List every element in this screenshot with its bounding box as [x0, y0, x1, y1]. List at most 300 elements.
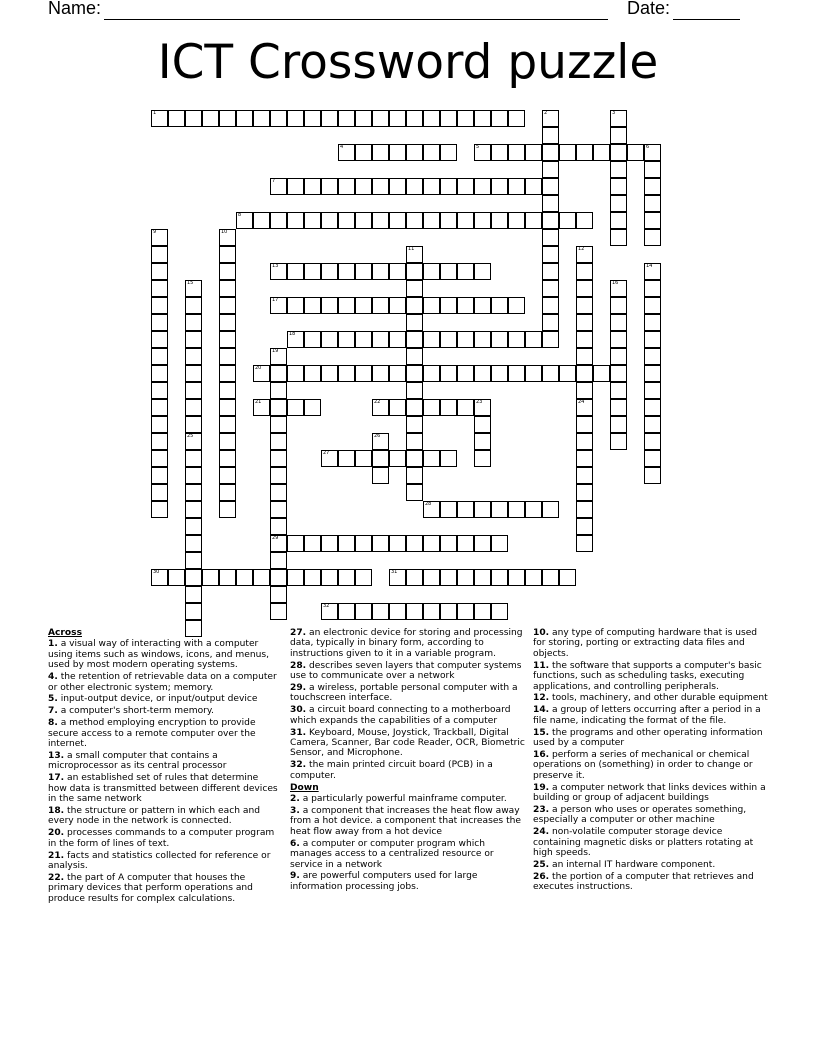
- grid-cell[interactable]: [576, 450, 593, 467]
- grid-cell[interactable]: [185, 501, 202, 518]
- grid-cell[interactable]: [219, 297, 236, 314]
- grid-cell[interactable]: [270, 178, 287, 195]
- grid-cell[interactable]: [321, 110, 338, 127]
- grid-cell[interactable]: [423, 365, 440, 382]
- grid-cell[interactable]: [610, 144, 627, 161]
- grid-cell[interactable]: [508, 569, 525, 586]
- grid-cell[interactable]: [185, 416, 202, 433]
- grid-cell[interactable]: [406, 467, 423, 484]
- grid-cell[interactable]: [542, 212, 559, 229]
- grid-cell[interactable]: [576, 348, 593, 365]
- grid-cell[interactable]: [270, 110, 287, 127]
- grid-cell[interactable]: [219, 331, 236, 348]
- grid-cell[interactable]: [576, 501, 593, 518]
- grid-cell[interactable]: [151, 246, 168, 263]
- grid-cell[interactable]: [372, 450, 389, 467]
- grid-cell[interactable]: [151, 382, 168, 399]
- grid-cell[interactable]: [423, 450, 440, 467]
- grid-cell[interactable]: [304, 535, 321, 552]
- grid-cell[interactable]: [406, 314, 423, 331]
- grid-cell[interactable]: [491, 212, 508, 229]
- grid-cell[interactable]: [644, 467, 661, 484]
- grid-cell[interactable]: [185, 365, 202, 382]
- grid-cell[interactable]: [525, 331, 542, 348]
- grid-cell[interactable]: [576, 399, 593, 416]
- grid-cell[interactable]: [440, 603, 457, 620]
- grid-cell[interactable]: [474, 603, 491, 620]
- grid-cell[interactable]: [219, 280, 236, 297]
- grid-cell[interactable]: [406, 433, 423, 450]
- grid-cell[interactable]: [287, 297, 304, 314]
- grid-cell[interactable]: [542, 178, 559, 195]
- grid-cell[interactable]: [491, 331, 508, 348]
- grid-cell[interactable]: [474, 433, 491, 450]
- grid-cell[interactable]: [372, 331, 389, 348]
- grid-cell[interactable]: [491, 501, 508, 518]
- grid-cell[interactable]: [644, 450, 661, 467]
- grid-cell[interactable]: [491, 535, 508, 552]
- grid-cell[interactable]: [389, 263, 406, 280]
- grid-cell[interactable]: [440, 263, 457, 280]
- grid-cell[interactable]: [508, 297, 525, 314]
- grid-cell[interactable]: [219, 569, 236, 586]
- grid-cell[interactable]: [338, 365, 355, 382]
- grid-cell[interactable]: [372, 433, 389, 450]
- grid-cell[interactable]: [644, 212, 661, 229]
- grid-cell[interactable]: [576, 484, 593, 501]
- grid-cell[interactable]: [338, 450, 355, 467]
- grid-cell[interactable]: [270, 212, 287, 229]
- grid-cell[interactable]: [338, 263, 355, 280]
- grid-cell[interactable]: [423, 501, 440, 518]
- grid-cell[interactable]: [542, 501, 559, 518]
- grid-cell[interactable]: [304, 178, 321, 195]
- grid-cell[interactable]: [219, 382, 236, 399]
- grid-cell[interactable]: [372, 603, 389, 620]
- grid-cell[interactable]: [185, 467, 202, 484]
- grid-cell[interactable]: [474, 535, 491, 552]
- grid-cell[interactable]: [151, 501, 168, 518]
- grid-cell[interactable]: [321, 331, 338, 348]
- grid-cell[interactable]: [491, 178, 508, 195]
- grid-cell[interactable]: [457, 297, 474, 314]
- grid-cell[interactable]: [304, 212, 321, 229]
- grid-cell[interactable]: [508, 144, 525, 161]
- grid-cell[interactable]: [287, 110, 304, 127]
- grid-cell[interactable]: [168, 569, 185, 586]
- grid-cell[interactable]: [508, 212, 525, 229]
- grid-cell[interactable]: [253, 365, 270, 382]
- grid-cell[interactable]: [321, 450, 338, 467]
- grid-cell[interactable]: [355, 263, 372, 280]
- grid-cell[interactable]: [525, 365, 542, 382]
- grid-cell[interactable]: [185, 297, 202, 314]
- grid-cell[interactable]: [542, 144, 559, 161]
- grid-cell[interactable]: [576, 365, 593, 382]
- grid-cell[interactable]: [406, 365, 423, 382]
- grid-cell[interactable]: [610, 314, 627, 331]
- grid-cell[interactable]: [202, 110, 219, 127]
- grid-cell[interactable]: [406, 535, 423, 552]
- grid-cell[interactable]: [304, 365, 321, 382]
- grid-cell[interactable]: [372, 297, 389, 314]
- grid-cell[interactable]: [576, 280, 593, 297]
- grid-cell[interactable]: [270, 365, 287, 382]
- grid-cell[interactable]: [542, 127, 559, 144]
- grid-cell[interactable]: [644, 348, 661, 365]
- grid-cell[interactable]: [304, 297, 321, 314]
- grid-cell[interactable]: [474, 212, 491, 229]
- grid-cell[interactable]: [610, 433, 627, 450]
- grid-cell[interactable]: [151, 348, 168, 365]
- grid-cell[interactable]: [151, 399, 168, 416]
- grid-cell[interactable]: [542, 280, 559, 297]
- grid-cell[interactable]: [457, 178, 474, 195]
- grid-cell[interactable]: [185, 331, 202, 348]
- grid-cell[interactable]: [185, 569, 202, 586]
- grid-cell[interactable]: [355, 603, 372, 620]
- grid-cell[interactable]: [389, 331, 406, 348]
- grid-cell[interactable]: [610, 212, 627, 229]
- grid-cell[interactable]: [338, 212, 355, 229]
- grid-cell[interactable]: [270, 433, 287, 450]
- grid-cell[interactable]: [270, 484, 287, 501]
- grid-cell[interactable]: [270, 535, 287, 552]
- grid-cell[interactable]: [253, 399, 270, 416]
- grid-cell[interactable]: [542, 297, 559, 314]
- grid-cell[interactable]: [219, 348, 236, 365]
- grid-cell[interactable]: [219, 314, 236, 331]
- grid-cell[interactable]: [406, 399, 423, 416]
- grid-cell[interactable]: [440, 399, 457, 416]
- grid-cell[interactable]: [474, 263, 491, 280]
- grid-cell[interactable]: [321, 535, 338, 552]
- grid-cell[interactable]: [457, 535, 474, 552]
- grid-cell[interactable]: [474, 416, 491, 433]
- grid-cell[interactable]: [610, 195, 627, 212]
- grid-cell[interactable]: [423, 399, 440, 416]
- grid-cell[interactable]: [406, 416, 423, 433]
- grid-cell[interactable]: [389, 297, 406, 314]
- grid-cell[interactable]: [423, 331, 440, 348]
- grid-cell[interactable]: [406, 450, 423, 467]
- grid-cell[interactable]: [389, 399, 406, 416]
- grid-cell[interactable]: [406, 246, 423, 263]
- grid-cell[interactable]: [423, 212, 440, 229]
- grid-cell[interactable]: [644, 433, 661, 450]
- grid-cell[interactable]: [542, 161, 559, 178]
- grid-cell[interactable]: [355, 535, 372, 552]
- grid-cell[interactable]: [457, 331, 474, 348]
- grid-cell[interactable]: [185, 433, 202, 450]
- grid-cell[interactable]: [440, 450, 457, 467]
- grid-cell[interactable]: [474, 501, 491, 518]
- grid-cell[interactable]: [270, 450, 287, 467]
- grid-cell[interactable]: [185, 399, 202, 416]
- grid-cell[interactable]: [406, 280, 423, 297]
- grid-cell[interactable]: [253, 212, 270, 229]
- grid-cell[interactable]: [338, 144, 355, 161]
- grid-cell[interactable]: [474, 331, 491, 348]
- grid-cell[interactable]: [338, 178, 355, 195]
- grid-cell[interactable]: [287, 178, 304, 195]
- grid-cell[interactable]: [423, 110, 440, 127]
- grid-cell[interactable]: [593, 144, 610, 161]
- grid-cell[interactable]: [185, 382, 202, 399]
- grid-cell[interactable]: [542, 229, 559, 246]
- grid-cell[interactable]: [287, 399, 304, 416]
- grid-cell[interactable]: [270, 552, 287, 569]
- grid-cell[interactable]: [627, 144, 644, 161]
- grid-cell[interactable]: [508, 365, 525, 382]
- grid-cell[interactable]: [372, 263, 389, 280]
- grid-cell[interactable]: [559, 569, 576, 586]
- grid-cell[interactable]: [219, 484, 236, 501]
- grid-cell[interactable]: [440, 144, 457, 161]
- grid-cell[interactable]: [287, 263, 304, 280]
- grid-cell[interactable]: [151, 110, 168, 127]
- grid-cell[interactable]: [219, 467, 236, 484]
- grid-cell[interactable]: [355, 297, 372, 314]
- grid-cell[interactable]: [423, 535, 440, 552]
- grid-cell[interactable]: [610, 331, 627, 348]
- grid-cell[interactable]: [338, 569, 355, 586]
- grid-cell[interactable]: [321, 603, 338, 620]
- grid-cell[interactable]: [576, 314, 593, 331]
- grid-cell[interactable]: [270, 382, 287, 399]
- grid-cell[interactable]: [219, 450, 236, 467]
- grid-cell[interactable]: [151, 433, 168, 450]
- grid-cell[interactable]: [270, 467, 287, 484]
- grid-cell[interactable]: [593, 365, 610, 382]
- grid-cell[interactable]: [185, 450, 202, 467]
- grid-cell[interactable]: [644, 365, 661, 382]
- grid-cell[interactable]: [219, 263, 236, 280]
- grid-cell[interactable]: [508, 110, 525, 127]
- grid-cell[interactable]: [576, 144, 593, 161]
- grid-cell[interactable]: [423, 178, 440, 195]
- grid-cell[interactable]: [474, 450, 491, 467]
- grid-cell[interactable]: [321, 263, 338, 280]
- grid-cell[interactable]: [423, 144, 440, 161]
- grid-cell[interactable]: [542, 263, 559, 280]
- grid-cell[interactable]: [185, 518, 202, 535]
- grid-cell[interactable]: [406, 178, 423, 195]
- grid-cell[interactable]: [610, 348, 627, 365]
- grid-cell[interactable]: [389, 569, 406, 586]
- grid-cell[interactable]: [372, 467, 389, 484]
- grid-cell[interactable]: [202, 569, 219, 586]
- grid-cell[interactable]: [406, 144, 423, 161]
- grid-cell[interactable]: [576, 416, 593, 433]
- grid-cell[interactable]: [644, 229, 661, 246]
- grid-cell[interactable]: [491, 365, 508, 382]
- grid-cell[interactable]: [355, 450, 372, 467]
- grid-cell[interactable]: [644, 144, 661, 161]
- grid-cell[interactable]: [389, 450, 406, 467]
- grid-cell[interactable]: [287, 212, 304, 229]
- grid-cell[interactable]: [151, 484, 168, 501]
- grid-cell[interactable]: [151, 229, 168, 246]
- grid-cell[interactable]: [185, 280, 202, 297]
- grid-cell[interactable]: [457, 603, 474, 620]
- grid-cell[interactable]: [185, 314, 202, 331]
- grid-cell[interactable]: [389, 212, 406, 229]
- grid-cell[interactable]: [440, 535, 457, 552]
- grid-cell[interactable]: [372, 178, 389, 195]
- grid-cell[interactable]: [440, 110, 457, 127]
- grid-cell[interactable]: [151, 569, 168, 586]
- grid-cell[interactable]: [304, 569, 321, 586]
- grid-cell[interactable]: [644, 382, 661, 399]
- grid-cell[interactable]: [491, 110, 508, 127]
- grid-cell[interactable]: [440, 297, 457, 314]
- grid-cell[interactable]: [406, 348, 423, 365]
- grid-cell[interactable]: [644, 331, 661, 348]
- grid-cell[interactable]: [219, 399, 236, 416]
- grid-cell[interactable]: [474, 399, 491, 416]
- grid-cell[interactable]: [440, 569, 457, 586]
- grid-cell[interactable]: [423, 263, 440, 280]
- grid-cell[interactable]: [491, 569, 508, 586]
- grid-cell[interactable]: [644, 178, 661, 195]
- grid-cell[interactable]: [423, 569, 440, 586]
- grid-cell[interactable]: [389, 365, 406, 382]
- grid-cell[interactable]: [474, 178, 491, 195]
- grid-cell[interactable]: [559, 212, 576, 229]
- grid-cell[interactable]: [389, 144, 406, 161]
- grid-cell[interactable]: [525, 569, 542, 586]
- grid-cell[interactable]: [372, 144, 389, 161]
- grid-cell[interactable]: [185, 535, 202, 552]
- grid-cell[interactable]: [576, 467, 593, 484]
- grid-cell[interactable]: [151, 365, 168, 382]
- grid-cell[interactable]: [151, 263, 168, 280]
- grid-cell[interactable]: [270, 569, 287, 586]
- grid-cell[interactable]: [270, 399, 287, 416]
- grid-cell[interactable]: [610, 365, 627, 382]
- grid-cell[interactable]: [338, 297, 355, 314]
- grid-cell[interactable]: [321, 297, 338, 314]
- grid-cell[interactable]: [185, 484, 202, 501]
- grid-cell[interactable]: [355, 178, 372, 195]
- grid-cell[interactable]: [372, 212, 389, 229]
- grid-cell[interactable]: [321, 569, 338, 586]
- grid-cell[interactable]: [270, 603, 287, 620]
- grid-cell[interactable]: [406, 569, 423, 586]
- grid-cell[interactable]: [406, 382, 423, 399]
- grid-cell[interactable]: [355, 365, 372, 382]
- grid-cell[interactable]: [457, 212, 474, 229]
- grid-cell[interactable]: [321, 178, 338, 195]
- grid-cell[interactable]: [185, 348, 202, 365]
- grid-cell[interactable]: [406, 484, 423, 501]
- grid-cell[interactable]: [406, 263, 423, 280]
- grid-cell[interactable]: [168, 110, 185, 127]
- grid-cell[interactable]: [508, 331, 525, 348]
- grid-cell[interactable]: [457, 365, 474, 382]
- grid-cell[interactable]: [406, 110, 423, 127]
- grid-cell[interactable]: [338, 535, 355, 552]
- grid-cell[interactable]: [219, 416, 236, 433]
- grid-cell[interactable]: [236, 212, 253, 229]
- grid-cell[interactable]: [338, 110, 355, 127]
- grid-cell[interactable]: [576, 331, 593, 348]
- grid-cell[interactable]: [151, 314, 168, 331]
- grid-cell[interactable]: [491, 603, 508, 620]
- grid-cell[interactable]: [610, 178, 627, 195]
- grid-cell[interactable]: [457, 501, 474, 518]
- grid-cell[interactable]: [389, 178, 406, 195]
- grid-cell[interactable]: [576, 433, 593, 450]
- grid-cell[interactable]: [185, 586, 202, 603]
- grid-cell[interactable]: [304, 110, 321, 127]
- grid-cell[interactable]: [644, 297, 661, 314]
- grid-cell[interactable]: [474, 569, 491, 586]
- grid-cell[interactable]: [610, 280, 627, 297]
- grid-cell[interactable]: [576, 518, 593, 535]
- grid-cell[interactable]: [151, 297, 168, 314]
- grid-cell[interactable]: [372, 535, 389, 552]
- grid-cell[interactable]: [644, 280, 661, 297]
- grid-cell[interactable]: [338, 331, 355, 348]
- grid-cell[interactable]: [219, 110, 236, 127]
- grid-cell[interactable]: [559, 365, 576, 382]
- grid-cell[interactable]: [151, 450, 168, 467]
- grid-cell[interactable]: [491, 297, 508, 314]
- grid-cell[interactable]: [253, 569, 270, 586]
- grid-cell[interactable]: [372, 399, 389, 416]
- grid-cell[interactable]: [610, 297, 627, 314]
- grid-cell[interactable]: [610, 399, 627, 416]
- grid-cell[interactable]: [219, 365, 236, 382]
- grid-cell[interactable]: [576, 246, 593, 263]
- grid-cell[interactable]: [236, 110, 253, 127]
- grid-cell[interactable]: [287, 365, 304, 382]
- grid-cell[interactable]: [457, 263, 474, 280]
- grid-cell[interactable]: [355, 331, 372, 348]
- grid-cell[interactable]: [270, 263, 287, 280]
- grid-cell[interactable]: [525, 178, 542, 195]
- grid-cell[interactable]: [508, 178, 525, 195]
- grid-cell[interactable]: [457, 110, 474, 127]
- grid-cell[interactable]: [423, 603, 440, 620]
- grid-cell[interactable]: [372, 110, 389, 127]
- grid-cell[interactable]: [644, 399, 661, 416]
- grid-cell[interactable]: [423, 297, 440, 314]
- grid-cell[interactable]: [270, 501, 287, 518]
- grid-cell[interactable]: [525, 501, 542, 518]
- grid-cell[interactable]: [151, 331, 168, 348]
- grid-cell[interactable]: [576, 535, 593, 552]
- grid-cell[interactable]: [321, 212, 338, 229]
- grid-cell[interactable]: [185, 552, 202, 569]
- grid-cell[interactable]: [610, 416, 627, 433]
- grid-cell[interactable]: [576, 212, 593, 229]
- grid-cell[interactable]: [219, 501, 236, 518]
- grid-cell[interactable]: [440, 212, 457, 229]
- grid-cell[interactable]: [542, 314, 559, 331]
- grid-cell[interactable]: [457, 399, 474, 416]
- grid-cell[interactable]: [474, 110, 491, 127]
- grid-cell[interactable]: [644, 263, 661, 280]
- grid-cell[interactable]: [576, 263, 593, 280]
- grid-cell[interactable]: [304, 263, 321, 280]
- grid-cell[interactable]: [542, 246, 559, 263]
- grid-cell[interactable]: [576, 297, 593, 314]
- grid-cell[interactable]: [270, 586, 287, 603]
- grid-cell[interactable]: [559, 144, 576, 161]
